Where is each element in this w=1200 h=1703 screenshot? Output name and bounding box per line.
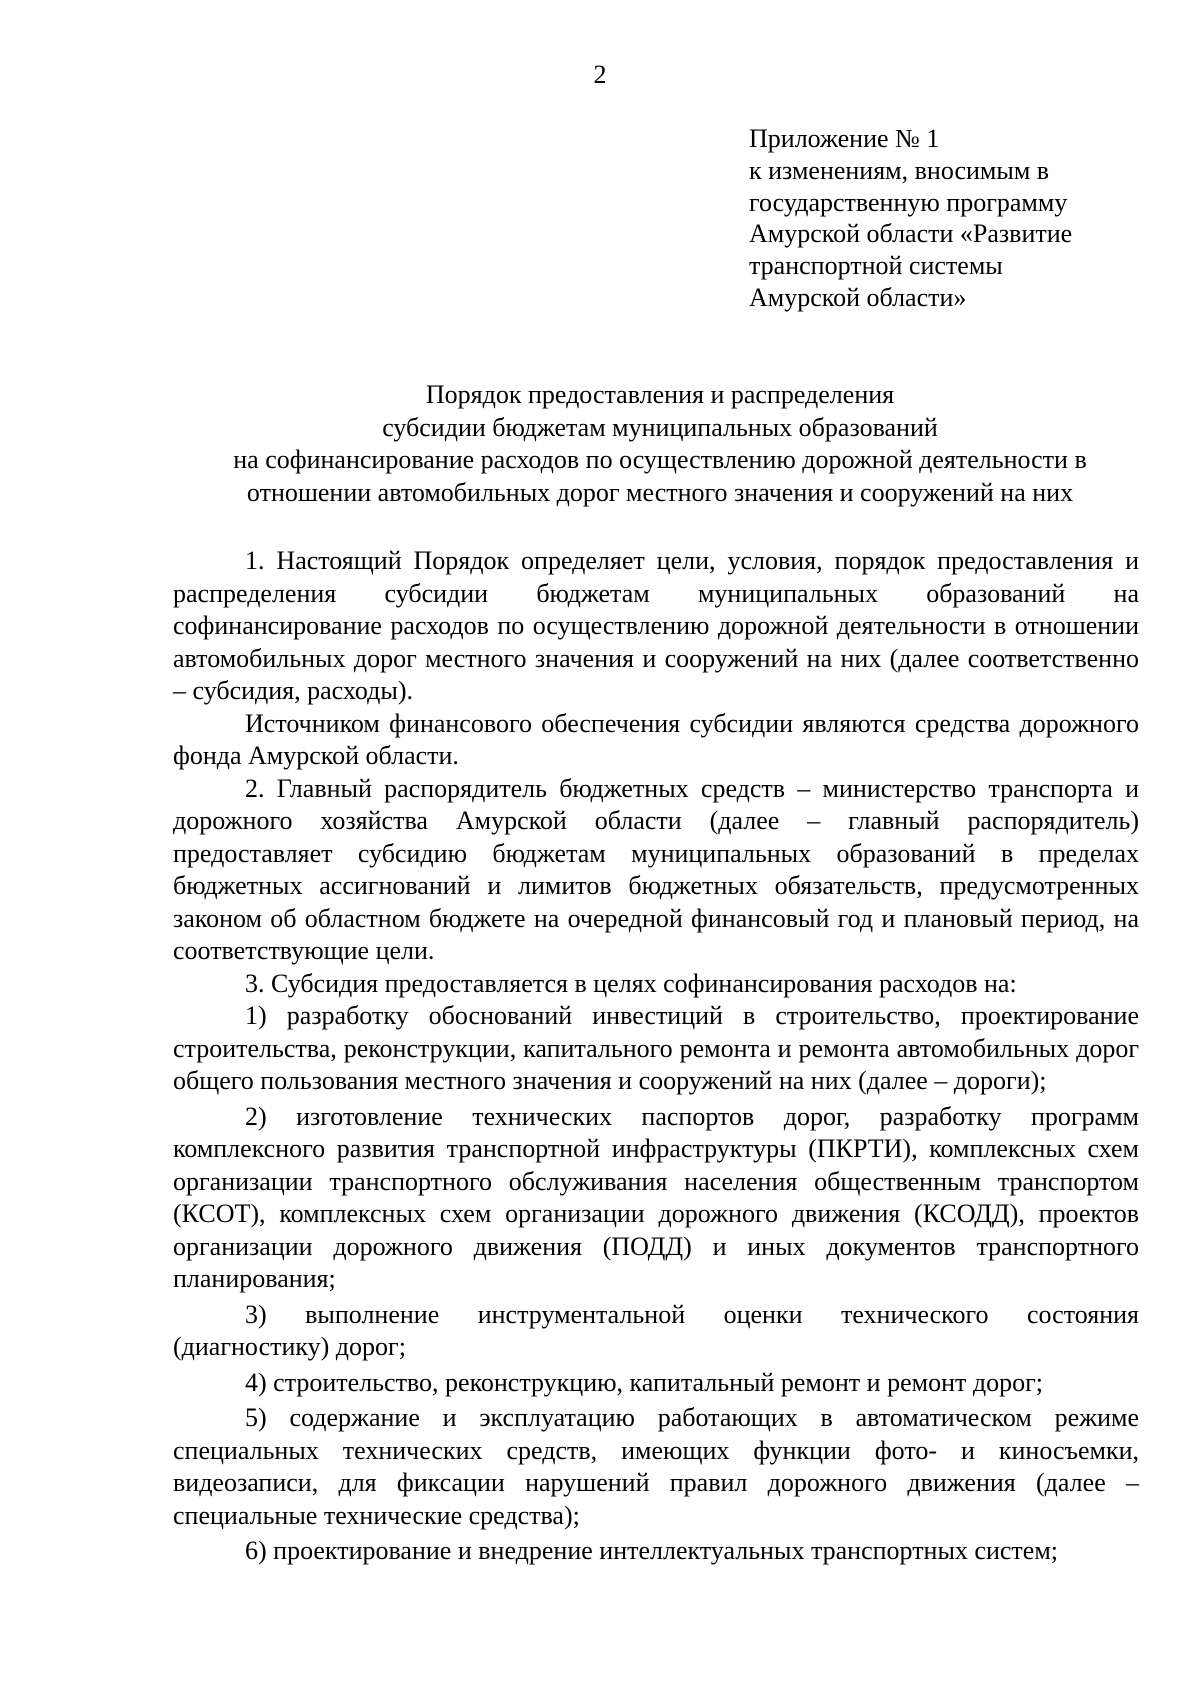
appendix-line: государственную программу xyxy=(749,187,1068,217)
list-item-1: 1) разработку обоснований инвестиций в строительство, проектирование строительства, реконструкции, капитального ремонта и ремонта автомобильных дорог общего пользования местного значения и сооружений на них (далее – дороги); xyxy=(173,1001,1139,1095)
paragraph-funding-source: Источником финансового обеспечения субсидии являются средства дорожного фонда Амурской области. xyxy=(173,708,1139,770)
appendix-line: к изменениям, вносимым в xyxy=(749,155,1050,185)
list-item-4: 4) строительство, реконструкцию, капитальный ремонт и ремонт дорог; xyxy=(245,1367,1043,1397)
appendix-header xyxy=(749,123,1169,314)
appendix-line: Амурской области» xyxy=(749,282,967,312)
document-title xyxy=(120,379,1200,510)
appendix-line: Амурской области «Развитие xyxy=(749,219,1073,249)
paragraph-2: 2. Главный распорядитель бюджетных средств – министерство транспорта и дорожного хозяйства Амурской области (далее – главный распорядитель) предоставляет субсидию бюджетам муниципальных образований в пределах бюджетных ассигнований и лимитов бюджетных обязательств, предусмотренных законом об областном бюджете на очередной финансовый год и плановый период, на соответствующие цели. xyxy=(173,773,1139,965)
document-body xyxy=(173,545,1139,1568)
page-number: 2 xyxy=(593,60,607,89)
paragraph-1: 1. Настоящий Порядок определяет цели, условия, порядок предоставления и распределения субсидии бюджетам муниципальных образований на софинансирование расходов по осуществлению дорожной деятельности в отношении автомобильных дорог местного значения и сооружений на них (далее соответственно – субсидия, расходы). xyxy=(173,546,1139,705)
list-item-2: 2) изготовление технических паспортов дорог, разработку программ комплексного развития транспортной инфраструктуры (ПКРТИ), комплексных схем организации транспортного обслуживания населения общественным транспортом (КСОТ), комплексных схем организации дорожного движения (КСОДД), проектов организации дорожного движения (ПОДД) и иных документов транспортного планирования; xyxy=(173,1101,1139,1293)
appendix-line: транспортной системы xyxy=(749,251,1003,281)
list-item-5: 5) содержание и эксплуатацию работающих в автоматическом режиме специальных технических средств, имеющих функции фото- и киносъемки, видеозаписи, для фиксации нарушений правил дорожного движения (далее – специальные технические средства); xyxy=(173,1403,1139,1530)
list-item-6: 6) проектирование и внедрение интеллектуальных транспортных систем; xyxy=(245,1536,1059,1565)
title-line: отношении автомобильных дорог местного значения и сооружений на них xyxy=(246,478,1074,508)
title-line: Порядок предоставления и распределения xyxy=(425,380,895,409)
title-line: субсидии бюджетам муниципальных образований xyxy=(382,412,938,442)
list-item-3: 3) выполнение инструментальной оценки технического состояния (диагностику) дорог; xyxy=(173,1299,1139,1361)
appendix-line: Приложение № 1 xyxy=(749,124,940,153)
title-line: на софинансирование расходов по осуществлению дорожной деятельности в xyxy=(233,445,1087,475)
paragraph-3: 3. Субсидия предоставляется в целях софинансирования расходов на: xyxy=(245,968,1017,998)
